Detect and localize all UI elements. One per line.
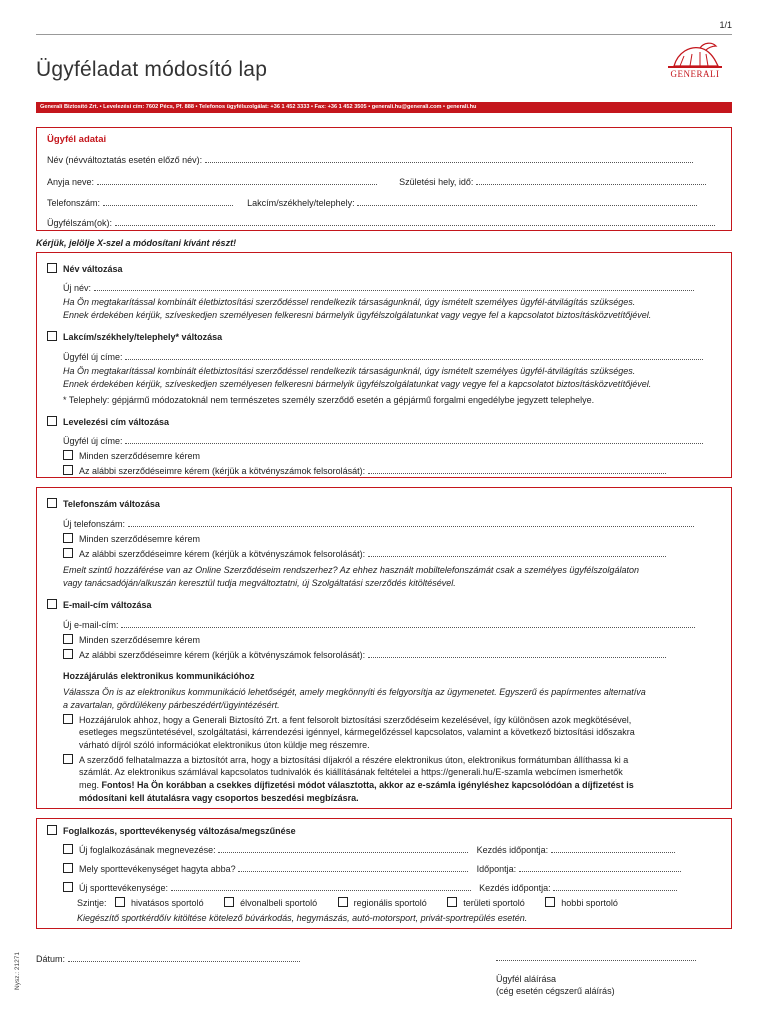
address-label: Lakcím/székhely/telephely:	[247, 198, 355, 208]
level-regional[interactable]	[338, 898, 427, 908]
new-job-checkbox[interactable]	[63, 844, 73, 854]
form-code: Nysz.: 21271	[14, 952, 21, 990]
new-email-field	[63, 620, 721, 630]
mail-change-title: Levelezési cím változása	[63, 417, 170, 427]
consent-einvoice-line-3	[79, 780, 721, 790]
address-note-1: Ha Ön megtakarítással kombinált életbiztosítási szerződéssel rendelkezik társaságunknál, úgy ismételt személyes ügyfél-átvilágítás szükséges.	[63, 366, 636, 376]
phone-change-option[interactable]	[47, 498, 721, 509]
phone-some-checkbox[interactable]	[63, 548, 73, 558]
name-change-title: Név változása	[63, 264, 123, 274]
change-section-2	[36, 487, 732, 809]
mother-label: Anyja neve:	[47, 177, 95, 187]
email-some-option[interactable]	[63, 649, 721, 660]
level-pro[interactable]	[115, 898, 204, 908]
email-all-checkbox[interactable]	[63, 634, 73, 644]
level-hobby-label: hobbi sportoló	[561, 898, 618, 908]
name-change-option[interactable]	[47, 263, 721, 274]
logo-text: GENERALI	[670, 69, 720, 79]
instruction-text: Kérjük, jelölje X-szel a módosítani kívánt részt!	[36, 238, 237, 248]
email-some-label: Az alábbi szerződéseimre kérem (kérjük a kötvényszámok felsorolását):	[79, 650, 366, 660]
level-territorial-checkbox[interactable]	[447, 897, 457, 907]
top-divider	[36, 34, 732, 35]
new-job-label: Új foglalkozásának megnevezése:	[79, 845, 216, 855]
new-name-input[interactable]	[94, 283, 694, 291]
mail-all-checkbox[interactable]	[63, 450, 73, 460]
new-address-input[interactable]	[125, 352, 703, 360]
new-sport-label: Új sporttevékenysége:	[79, 883, 169, 893]
new-address-field	[63, 352, 721, 362]
consent-einvoice-important: Fontos! Ha Ön korábban a csekkes díjfizetési módot választotta, akkor az e-számla igényléshez kapcsolódóan a díjfizetést is	[101, 780, 634, 790]
mail-new-address-label: Ügyfél új címe:	[63, 436, 123, 446]
generali-logo	[660, 40, 730, 80]
job-start-input[interactable]	[551, 845, 675, 853]
phone-all-label: Minden szerződésemre kérem	[79, 534, 201, 544]
date-label: Dátum:	[36, 954, 66, 964]
lion-icon	[660, 40, 730, 70]
consent-intro-2: a zavartalan, gördülékeny párbeszédért/ügyintézésért.	[63, 700, 280, 710]
phone-some-option[interactable]	[63, 548, 721, 559]
sport-start-input[interactable]	[553, 883, 677, 891]
occupation-section	[36, 818, 732, 929]
mail-some-option[interactable]	[63, 465, 721, 476]
phone-note-2: vagy tanácsadóján/alkuszán keresztül tudja megváltoztatni, új Szolgáltatási szerződés kitöltésével.	[63, 578, 456, 588]
name-note-2: Ennek érdekében kérjük, szíveskedjen személyesen felkeresni bármelyik ügyfélszolgálatunkat vagy vegye fel a kapcsolatot biztosításközvetítőjével.	[63, 310, 652, 320]
occupation-change-checkbox[interactable]	[47, 825, 57, 835]
sport-level-row	[77, 897, 721, 908]
email-policy-input[interactable]	[368, 650, 666, 658]
consent-einvoice-option[interactable]	[63, 754, 721, 765]
email-change-option[interactable]	[47, 599, 721, 610]
name-label: Név (névváltoztatás esetén előző név):	[47, 155, 203, 165]
signature-line[interactable]	[496, 960, 696, 961]
email-change-checkbox[interactable]	[47, 599, 57, 609]
birth-label: Születési hely, idő:	[399, 177, 474, 187]
sport-quit-label: Mely sporttevékenységet hagyta abba?	[79, 864, 236, 874]
consent-email-option[interactable]	[63, 714, 721, 725]
mail-some-label: Az alábbi szerződéseimre kérem (kérjük a kötvényszámok felsorolását):	[79, 466, 366, 476]
sport-start-label: Kezdés időpontja:	[479, 883, 551, 893]
customer-id-label: Ügyfélszám(ok):	[47, 218, 113, 228]
name-field[interactable]	[47, 155, 721, 165]
email-all-label: Minden szerződésemre kérem	[79, 635, 201, 645]
date-field	[36, 954, 300, 964]
date-input[interactable]	[68, 954, 300, 962]
address-footnote: * Telephely: gépjármű módozatoknál nem természetes személy szerződő esetén a gépjármű forgalmi engedélybe jegyzett telephelye.	[63, 395, 595, 405]
mail-all-option[interactable]	[63, 450, 721, 461]
consent-einvoice-line-3a: meg.	[79, 780, 100, 790]
level-hobby[interactable]	[545, 898, 618, 908]
customer-id-field	[47, 218, 721, 228]
customer-heading: Ügyfél adatai	[47, 134, 107, 145]
occupation-title: Foglalkozás, sporttevékenység változása/megszűnése	[63, 826, 296, 836]
new-job-row[interactable]	[63, 844, 721, 855]
consent-email-line-3: várható díjról szóló információkat elektronikus úton küldje meg részemre.	[79, 740, 370, 750]
email-all-option[interactable]	[63, 634, 721, 645]
email-change-title: E-mail-cím változása	[63, 600, 152, 610]
consent-einvoice-checkbox[interactable]	[63, 754, 73, 764]
phone-change-title: Telefonszám változása	[63, 499, 160, 509]
name-change-checkbox[interactable]	[47, 263, 57, 273]
new-phone-field	[63, 519, 721, 529]
new-email-label: Új e-mail-cím:	[63, 620, 119, 630]
customer-section	[36, 127, 732, 231]
new-name-field	[63, 283, 721, 293]
mail-new-address-input[interactable]	[125, 436, 703, 444]
signature-label: Ügyfél aláírása	[496, 974, 557, 984]
birth-input[interactable]	[476, 177, 706, 185]
sport-quit-row[interactable]	[63, 863, 721, 874]
consent-email-line-2: esetleges megszüntetésével, szolgáltatási, kárrendezési igénnyel, kármegelőzéssel kapcsolatos, valamint a következő biztosítási időszakra	[79, 727, 635, 737]
level-pro-checkbox[interactable]	[115, 897, 125, 907]
new-address-label: Ügyfél új címe:	[63, 352, 123, 362]
level-elite-checkbox[interactable]	[224, 897, 234, 907]
new-phone-label: Új telefonszám:	[63, 519, 126, 529]
phone-change-checkbox[interactable]	[47, 498, 57, 508]
mail-policy-input[interactable]	[368, 466, 666, 474]
address-input[interactable]	[357, 198, 697, 206]
mail-change-option[interactable]	[47, 416, 721, 427]
mail-new-address-field	[63, 436, 721, 446]
level-regional-label: regionális sportoló	[353, 898, 427, 908]
contact-bar: Generali Biztosító Zrt. • Levelezési cím: 7602 Pécs, Pf. 888 • Telefonos ügyfélszolgálat: +36 1 452 3333 • Fax: +36 1 452 3505 • generali.hu@generali.com • generali.hu	[36, 102, 732, 113]
consent-einvoice-line-2: számlát. Az elektronikus számlával kapcsolatos tudnivalók és kiállításának feltételei a https://generali.hu/E-szamla webcímen ismerhetők	[79, 767, 623, 777]
new-name-label: Új név:	[63, 283, 92, 293]
sport-level-label: Szintje:	[77, 898, 107, 908]
new-sport-checkbox[interactable]	[63, 882, 73, 892]
new-email-input[interactable]	[121, 620, 695, 628]
level-elite[interactable]	[224, 898, 317, 908]
address-note-2: Ennek érdekében kérjük, szíveskedjen személyesen felkeresni bármelyik ügyfélszolgálatunkat vagy vegye fel a kapcsolatot biztosításközvetítőjével.	[63, 379, 652, 389]
sport-quit-input[interactable]	[238, 864, 468, 872]
new-sport-row[interactable]	[63, 882, 721, 893]
phone-policy-input[interactable]	[368, 549, 666, 557]
phone-note-1: Emelt szintű hozzáférése van az Online Szerződéseim rendszerhez? Az ehhez használt mobiltelefonszámát csak a személyes ügyfélszolgálaton	[63, 565, 639, 575]
level-hobby-checkbox[interactable]	[545, 897, 555, 907]
page-number: 1/1	[719, 20, 732, 30]
level-elite-label: élvonalbeli sportoló	[240, 898, 318, 908]
sport-note: Kiegészítő sportkérdőív kitöltése kötelező búvárkodás, hegymászás, autó-motorsport, privát-sportrepülés esetén.	[77, 913, 528, 923]
signature-sub-label: (cég esetén cégszerű aláírás)	[496, 986, 615, 996]
consent-einvoice-line-4: módosítani kell átutalásra vagy csoportos beszedési megbízásra.	[79, 793, 359, 803]
consent-title: Hozzájárulás elektronikus kommunikációhoz	[63, 671, 255, 681]
address-change-title: Lakcím/székhely/telephely* változása	[63, 332, 223, 342]
occupation-change-option[interactable]	[47, 825, 721, 836]
consent-intro-1: Válassza Ön is az elektronikus kommunikáció lehetőségét, amely megkönnyíti és felgyorsítja az ügymenetet. Egyszerű és papírmentes alternatíva	[63, 687, 646, 697]
consent-email-checkbox[interactable]	[63, 714, 73, 724]
sport-quit-date-label: Időpontja:	[476, 864, 517, 874]
address-change-option[interactable]	[47, 331, 721, 342]
page-title: Ügyféladat módosító lap	[36, 58, 268, 81]
name-note-1: Ha Ön megtakarítással kombinált életbiztosítási szerződéssel rendelkezik társaságunknál, úgy ismételt személyes ügyfél-átvilágítás szükséges.	[63, 297, 636, 307]
mail-some-checkbox[interactable]	[63, 465, 73, 475]
change-section-1	[36, 252, 732, 478]
new-phone-input[interactable]	[128, 519, 694, 527]
phone-address-row	[47, 198, 721, 208]
name-input[interactable]	[205, 155, 693, 163]
mother-birth-row	[47, 177, 721, 187]
new-sport-input[interactable]	[171, 883, 471, 891]
level-territorial-label: területi sportoló	[463, 898, 525, 908]
sport-quit-checkbox[interactable]	[63, 863, 73, 873]
consent-einvoice-line-1: A szerződő felhatalmazza a biztosítót arra, hogy a biztosítási díjakról a részére elektronikus úton, elektronikus formátumban állíthassa ki a	[79, 755, 629, 765]
mail-all-label: Minden szerződésemre kérem	[79, 451, 201, 461]
phone-all-option[interactable]	[63, 533, 721, 544]
phone-some-label: Az alábbi szerződéseimre kérem (kérjük a kötvényszámok felsorolását):	[79, 549, 366, 559]
email-some-checkbox[interactable]	[63, 649, 73, 659]
mother-input[interactable]	[97, 177, 377, 185]
job-start-label: Kezdés időpontja:	[476, 845, 549, 855]
new-job-input[interactable]	[218, 845, 468, 853]
phone-label: Telefonszám:	[47, 198, 101, 208]
address-change-checkbox[interactable]	[47, 331, 57, 341]
level-territorial[interactable]	[447, 898, 525, 908]
customer-id-input[interactable]	[115, 218, 715, 226]
phone-all-checkbox[interactable]	[63, 533, 73, 543]
phone-input[interactable]	[103, 198, 233, 206]
level-pro-label: hivatásos sportoló	[131, 898, 204, 908]
mail-change-checkbox[interactable]	[47, 416, 57, 426]
sport-quit-date-input[interactable]	[519, 864, 681, 872]
level-regional-checkbox[interactable]	[338, 897, 348, 907]
consent-email-line-1: Hozzájárulok ahhoz, hogy a Generali Biztosító Zrt. a fent felsorolt biztosítási szerződéseim kezelésével, így különösen azok megkötésével,	[79, 715, 632, 725]
